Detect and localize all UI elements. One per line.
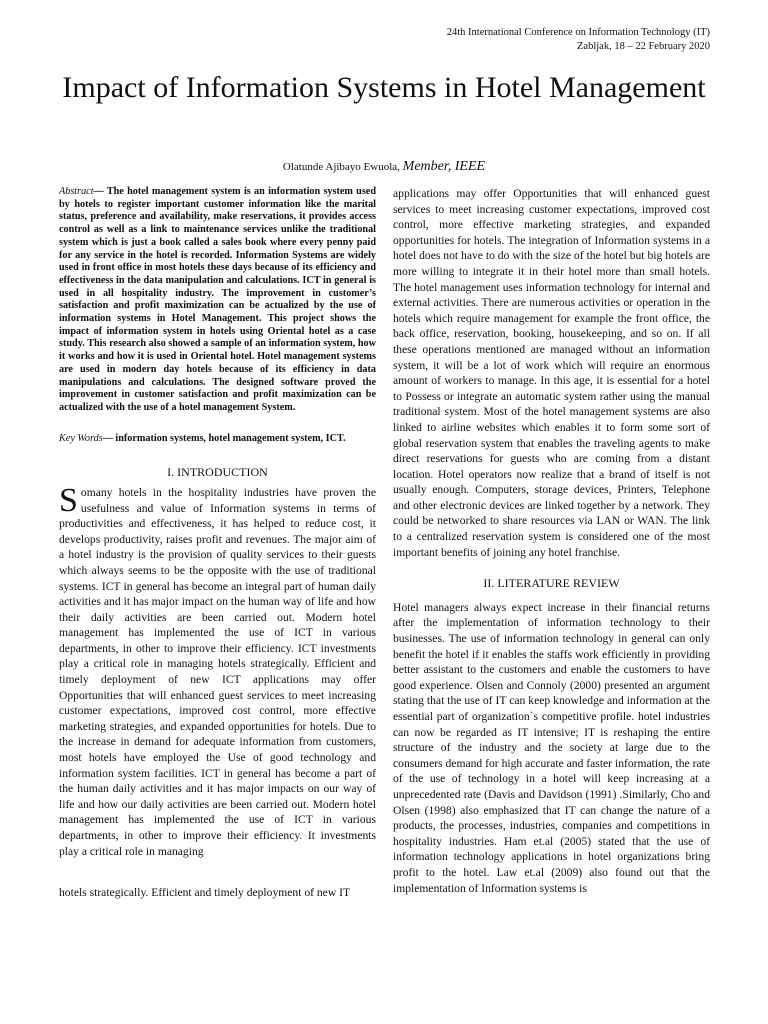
keywords-text: — information systems, hotel management system, ICT. [102,432,346,444]
author-line [0,159,768,175]
abstract-text: — The hotel management system is an information system used by hotels to register important customer information like the marital status, preference and availability, make reservations, it provides access control as well as a link to maintenance services unlike the traditional system which is just a book called a sales book where every penny paid for any service in the hotel is recorded. Information Systems are widely used in front office in most hotels these days because of its efficiency and effectiveness in the data manipulation and calculations. ICT in general is used in all hospitality industry. The improvement in customer’s satisfaction and profit maximization can be actualized by the use of information systems in Hotel Management. This project shows the impact of information system in hotels using Oriental hotel as a case study. This research also showed a sample of an information system, how it works and how it is used in Oriental hotel. Hotel management systems are used in modern day hotels because of its efficiency in data manipulations and calculations. The designed software proved the improvement in customer satisfaction and profit maximization can be actualized with the use of a hotel management System. [59,186,376,413]
introduction-text: omany hotels in the hospitality industries have proven the usefulness and value of Information systems in terms of productivities and effectiveness, it has helped to reduce cost, it develops productivity, raises profit and revenues. The major aim of a hotel industry is the provision of quality services to their guests which always seems to be the opposite with the use of traditional systems. ICT in general has become an integral part of human daily activities and it has major impact on the human way of life and how their daily activities are been carried out. Modern hotel management has implemented the use of ICT in various departments, in other to improve their efficiency. ICT investments play a critical role in managing hotels strategically. Efficient and timely deployment of new ICT applications may offer Opportunities that will enhanced guest services to meet increasing customer expectations, improved cost control, more effective marketing strategies, and expanded opportunities for hotels. Due to the increase in demand for adequate information from customers, most hotels have employed the Use of good technology and information system facilities. ICT in general has become a part of the human daily activities and it has major impacts on our way of life and how our daily activities are been carried out. Modern hotel management has implemented the use of ICT in various departments, in other to improve their efficiency. It investments play a critical role in managing [59,485,376,858]
introduction-heading: I. INTRODUCTION [167,465,268,480]
abstract-label: Abstract [59,186,94,197]
right-column [393,186,710,896]
drop-cap: S [59,481,78,519]
conference-header [447,26,710,53]
left-column [59,186,376,901]
abstract [59,186,376,415]
introduction-continued: hotels strategically. Efficient and timely deployment of new IT [59,886,351,900]
conference-location-date: Zabljak, 18 – 22 February 2020 [577,40,710,52]
right-column-text: applications may offer Opportunities that will enhanced guest services to meet increasing customer expectations, improved cost control, more effective marketing strategies, and expanded opportunities for hotels. The integration of Information systems in a hotel does not have to do with the size of the hotel but big hotels are more willing to integrate it in their hotel more than small hotels. The hotel management uses information technology for internal and external activities. There are numerous activities or operation in the hotels which require management for example the front office, the back office, reservation, booking, housekeeping, and so on. If all these operations mentioned are managed without an information system, it will be a lot of work which will require an enormous amount of workers to manage. In this age, it is essential for a hotel to Possess or integrate an automatic system rather using the manual traditional system. Most of the hotel management systems are also linked to airline websites which enables it to form some sort of global reservation system that enables the traveling agents to make direct reservations for guests who are coming from a distant location. Hotel operators now realize that a brand of itself is not usually enough. Computers, storage devices, Printers, Telephone and other electronic devices are linked together by a network. They could be networked to share resources via LAN or WAN. The link to a centralized reservation system is considered one of the most important benefits of joining any hotel franchise. [393,187,710,559]
author-name: Olatunde Ajibayo Ewuola, [282,161,403,173]
keywords-label: Key Words [59,432,103,444]
literature-review-text: Hotel managers always expect increase in their financial returns after the implementation of information technology to their businesses. The use of information technology in general can only benefit the hotel if it enables the staffs work efficiently in providing better assistant to the customers and enable the customers to have good experience. Olsen and Connoly (2000) presented an argument stating that the use of IT can keep knowledge and information at the essential part of organization`s competitive profile. hotel industries can now be regarded as IT intensive; IT is reshaping the entire structure of the industry and the society at large due to the consumers demand for high accurate and faster information, the rate of the use of technology in a hotel will keep increasing at a unprecedented rate (Davis and Davidson (1991) .Similarly, Cho and Olsen (1998) also emphasized that IT can change the nature of a products, the processes, industries, companies and competitions in hospitality industries. Ham et.al (2005) stated that the use of information technology applications in hotel organizations bring profit to the hotel. Law et.al (2009) also found out that the implementation of Information systems is [393,600,710,895]
paper-title: Impact of Information Systems in Hotel Management [62,71,706,104]
introduction-paragraph [59,481,376,859]
conference-name: 24th International Conference on Information Technology (IT) [446,27,710,38]
keywords [59,433,376,446]
author-membership: Member, IEEE [402,159,486,174]
literature-review-heading: II. LITERATURE REVIEW [483,576,620,591]
